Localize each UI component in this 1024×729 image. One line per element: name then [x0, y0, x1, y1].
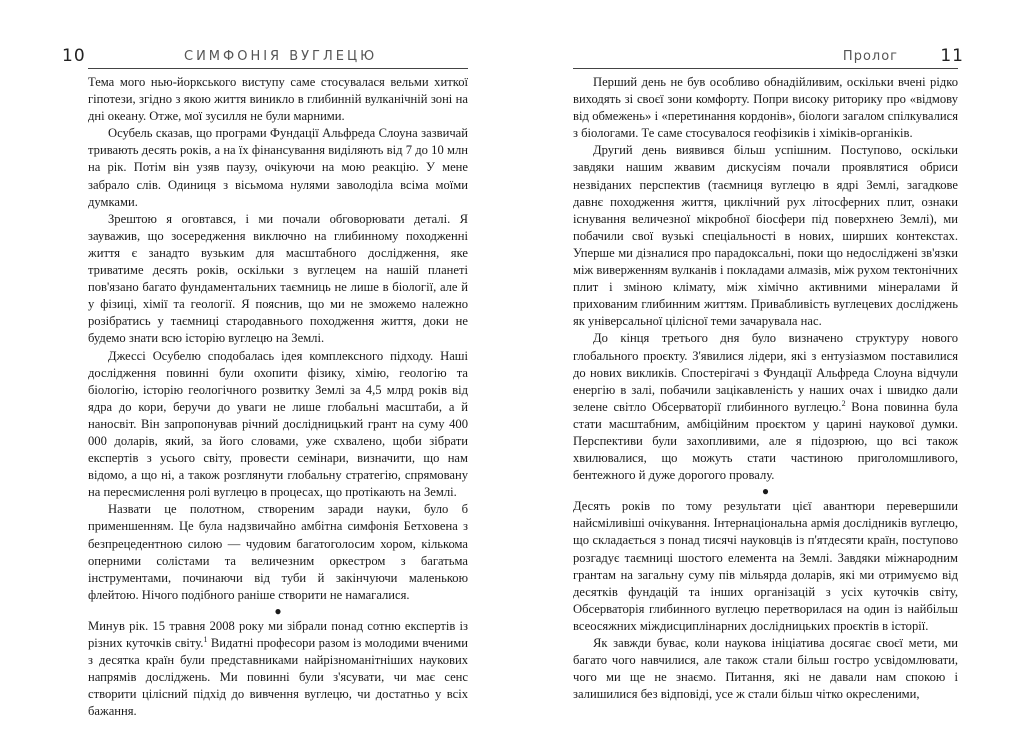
- paragraph: Зрештою я оговтався, і ми почали обговорювати деталі. Я зауважив, що зосередження виключно на глибинному походженні життя є занадто вузьким для масштабного дослідження, яке триватиме десять років, оскільки з вуглецем на нашій планеті пов'язано багато фундаментальних таємниць не лише в біології, але й у фізиці, хімії та геології. Я пояснив, що ми не зможемо належно розібратись у таємниці стародавнього походження життя, доки не будемо знати всю історію вуглецю на Землі.: [88, 211, 468, 346]
- running-title: СИМФОНІЯ ВУГЛЕЦЮ: [184, 49, 378, 64]
- left-page-number: 10: [62, 46, 86, 66]
- right-page-header: [573, 44, 964, 69]
- paragraph: Перший день не був особливо обнадійливим, оскільки вчені рідко виходять зі своєї зони комфорту. Попри високу риторику про «відмову від обмежень» і «перетинання кордонів», біологи загалом спілкувалися з біологами. Те саме стосувалося геофізиків і хіміків-органіків.: [573, 75, 958, 141]
- right-page-number: 11: [940, 46, 964, 66]
- paragraph: Як завжди буває, коли наукова ініціатива досягає своєї мети, ми багато чого навчилися, але також стали більш гостро усвідомлювати, чого ми ще не знаємо. Питання, які не давали нам спокою і залишилися без відповіді, усе ж стали більш чітко окресленими,: [573, 636, 958, 702]
- paragraph: Другий день виявився більш успішним. Поступово, оскільки завдяки нашим жвавим дискусіям почали проявлятися обриси незвіданих перспектив (таємниця вуглецю в ядрі Землі, загадкове давнє походження життя, циклічний рух літосферних плит, ознаки існування величезної мікробної біосфери під поверхнею Землі), ми побачили свої вузькі спеціальності в нових, ширших контекстах. Уперше ми дізналися про парадоксальні, поки що недосліджені зв'язки між виверженням вулканів і покладами алмазів, між рухом тектонічних плит і зміною клімату, між хімічно активними мінералами й прихованим глибинним життям. Привабливість вуглецевих досліджень як універсальної цілісної теми зачарувала нас.: [573, 143, 958, 329]
- running-title: Пролог: [842, 49, 898, 64]
- section-break-bullet: ●: [274, 603, 282, 618]
- paragraph: [573, 330, 958, 484]
- left-page-header: [62, 44, 468, 69]
- paragraph: Джессі Осубелю сподобалась ідея комплексного підходу. Наші дослідження повинні були охопити фізику, хімію, геологію та біологію, історію геологічного розвитку Землі за 4,5 млрд років від ядра до кори, беручи до уваги не лише глобальні масштаби, а й наносвіт. Він запропонував річний дослідницький грант на суму 400 000 доларів, який, за його словами, уже схвалено, щоби зібрати експертів з усього світу, провести семінари, визначити, що нам відомо, а що ні, а також розглянути глобальну стратегію, спрямовану на пересмислення ролі вуглецю в процесах, що протікають на Землі.: [88, 348, 468, 500]
- text-run: Вона повинна була стати масштабним, амбіційним проєктом у царині наукової думки. Перспективи були захопливими, але я підозрюю, що всі також хвилювалися, що можуть стати частиною приголомшливого, бентежного й дуже дорогого провалу.: [573, 399, 959, 483]
- left-page-body: [88, 74, 468, 720]
- right-page-body: [573, 74, 958, 703]
- footnote-ref[interactable]: 1: [203, 634, 208, 644]
- paragraph: Десять років по тому результати цієї авантюри перевершили найсміливіші очікування. Інтернаціональна армія дослідників вуглецю, що складається з понад тисячі науковців із п'ятдесяти країн, поступово розгадує таємниці шостого елемента на Землі. Завдяки міжнародним грантам на загальну суму пів мільярда доларів, які ми отримуємо від десятків фундацій та інших організацій з усіх куточків світу, Обсерваторія глибинного вуглецю перетворилася на один із найбільш всеосяжних міждисциплінарних дослідницьких проєктів в історії.: [573, 499, 958, 633]
- footnote-ref[interactable]: 2: [841, 398, 846, 408]
- text-run: До кінця третього дня було визначено структуру нового глобального проєкту. З'явилися лідери, які з ентузіазмом поставилися до нових викликів. Спостерігачі з Фундації Альфреда Слоуна відчули енергію в залі, побачили зацікавленість у наших очах і швидко дали зелене світло Обсерваторії глибинного вуглецю.: [573, 331, 958, 414]
- text-run: Видатні професори разом із молодими вченими з десятка країн були представниками найрізноманітніших наукових напрямів досліджень. Ми повинні були з'ясувати, чи має сенс створити цілісний підхід до вивчення вуглецю, чи достатньо у всіх бажання.: [88, 636, 468, 719]
- right-page: [573, 0, 964, 729]
- paragraph: Осубель сказав, що програми Фундації Альфреда Слоуна зазвичай тривають десять років, а на їх фінансування виділяють від 7 до 10 млн на рік. Потім він узяв паузу, очікуючи на мою реакцію. У мене забрало слів. Одиниця з вісьмома нулями заволоділа всіма моїми думками.: [88, 126, 468, 209]
- text-run: Минув рік. 15 травня 2008 року ми зібрали понад сотню експертів із різних куточків світу.: [88, 618, 468, 650]
- left-page: [62, 0, 468, 729]
- section-break-bullet: ●: [761, 484, 770, 499]
- paragraph: Тема мого нью-йоркського виступу саме стосувалася вельми хиткої гіпотези, згідно з якою життя виникло в глибинній вулканічній зоні на дні океану. Отже, мої зусилля не були марними.: [88, 75, 468, 124]
- paragraph: Назвати це полотном, створеним заради науки, було б применшенням. Це була надзвичайно амбітна симфонія Бетховена з безпрецедентною силою — чудовим багатоголосим хором, кількома оперними солістами та величезним оркестром з багатьма інструментами, починаючи від туби й закінчуючи маленькою флейтою. Нічого подібного раніше створити не намагалися.: [88, 502, 468, 602]
- paragraph: [88, 618, 468, 721]
